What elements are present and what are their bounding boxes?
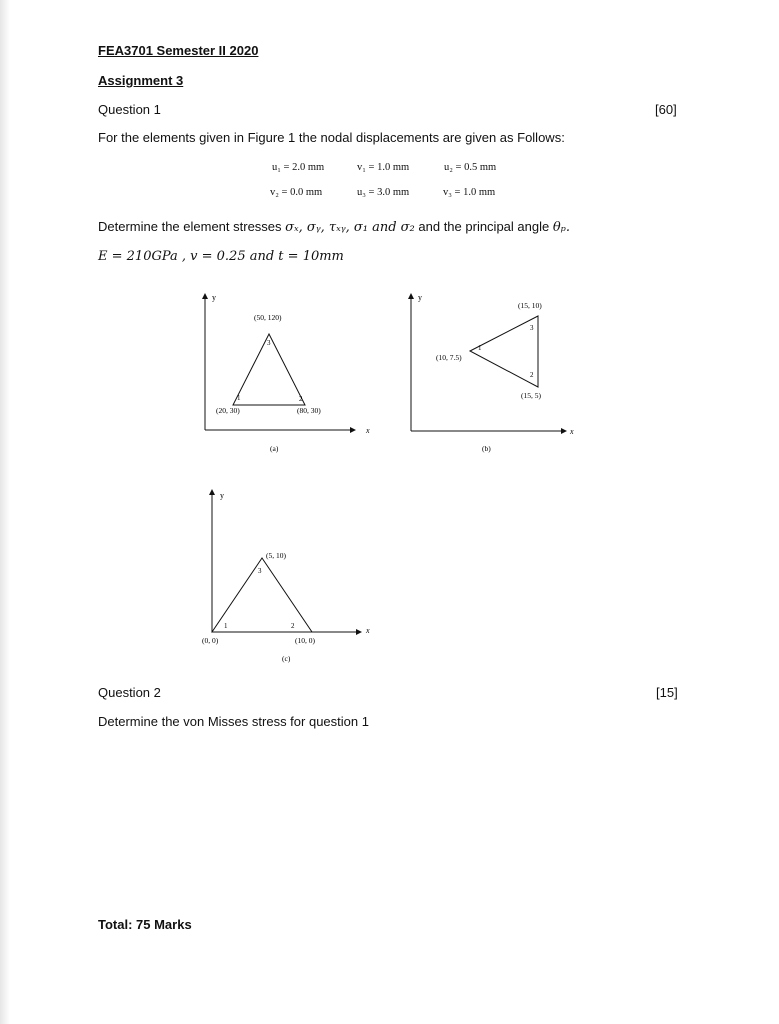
- assignment-title: Assignment 3: [98, 73, 184, 88]
- total-marks: Total: 75 Marks: [98, 917, 192, 932]
- fig-a-node1-num: 1: [237, 394, 241, 402]
- question1-title: Question 1: [98, 102, 161, 117]
- fig-c-triangle: [212, 558, 312, 632]
- fig-b-node1-num: 1: [478, 344, 482, 352]
- question1-marks: [60]: [655, 102, 677, 117]
- fig-c-node3-num: 3: [258, 567, 262, 575]
- task-mid: and the principal angle: [414, 219, 553, 234]
- fig-b-caption: (b): [482, 444, 491, 453]
- fig-c-node3-coord: (5, 10): [266, 551, 286, 560]
- fig-c-caption: (c): [282, 654, 291, 663]
- task-symbols: σₓ, σᵧ, τₓᵧ, σ₁ and σ₂: [285, 220, 415, 235]
- disp-v2: v₂ = 0.0 mm: [270, 187, 323, 198]
- fig-b-node2-num: 2: [530, 371, 534, 379]
- fig-a-caption: (a): [270, 444, 279, 453]
- task-angle: θₚ.: [552, 220, 570, 235]
- fig-a-node3-num: 3: [267, 339, 271, 347]
- question2-marks: [15]: [656, 685, 678, 700]
- fig-c-node1-num: 1: [224, 622, 228, 630]
- fig-b-node1-coord: (10, 7.5): [436, 353, 462, 362]
- fig-a-node2-coord: (80, 30): [297, 406, 321, 415]
- figure-c: [202, 490, 370, 663]
- material-properties: E = 210GPa , v = 0.25 and t = 10mm: [98, 249, 344, 264]
- figure-a: [205, 293, 370, 453]
- question1-intro: For the elements given in Figure 1 the nodal displacements are given as Follows:: [98, 130, 565, 145]
- fig-a-node3-coord: (50, 120): [254, 313, 282, 322]
- disp-v1: v₁ = 1.0 mm: [357, 162, 410, 173]
- fig-b-node3-coord: (15, 10): [518, 301, 542, 310]
- figure-b: [411, 293, 574, 453]
- fig-b-x-label: x: [570, 427, 574, 436]
- disp-u1: u₁ = 2.0 mm: [272, 162, 325, 173]
- question2-text: Determine the von Misses stress for question 1: [98, 714, 369, 729]
- disp-u2: u₂ = 0.5 mm: [444, 162, 497, 173]
- disp-v3: v₃ = 1.0 mm: [443, 187, 496, 198]
- fig-b-node3-num: 3: [530, 324, 534, 332]
- fig-c-node1-coord: (0, 0): [202, 636, 219, 645]
- fig-c-y-label: y: [220, 491, 224, 500]
- question2-title: Question 2: [98, 685, 161, 700]
- task-text: Determine the element stresses: [98, 219, 286, 234]
- fig-c-x-label: x: [366, 626, 370, 635]
- fig-b-y-label: y: [418, 293, 422, 302]
- fig-a-node2-num: 2: [299, 395, 303, 403]
- fig-c-node2-coord: (10, 0): [295, 636, 315, 645]
- fig-a-x-label: x: [366, 426, 370, 435]
- fig-a-y-label: y: [212, 293, 216, 302]
- fig-a-node1-coord: (20, 30): [216, 406, 240, 415]
- disp-u3: u₃ = 3.0 mm: [357, 187, 410, 198]
- course-title: FEA3701 Semester II 2020: [98, 43, 259, 58]
- fig-c-node2-num: 2: [291, 622, 295, 630]
- fig-b-node2-coord: (15, 5): [521, 391, 541, 400]
